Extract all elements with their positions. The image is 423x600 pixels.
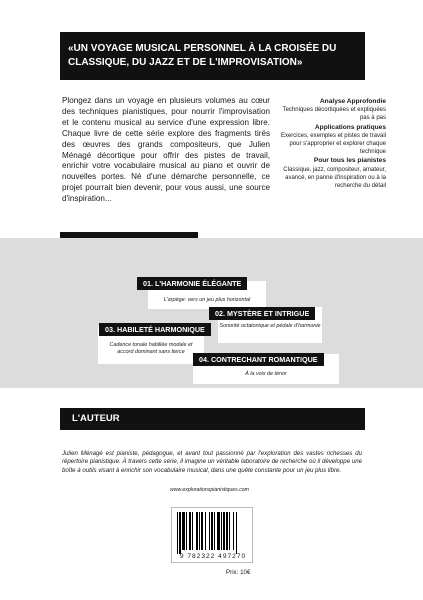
barcode-bar [199,512,200,550]
barcode-bar [214,512,215,550]
chapter-desc: L'arpège: vers un jeu plus horizontal [163,297,251,303]
chapter-title-4: 04. CONTRECHANT ROMANTIQUE [193,353,324,366]
chapter-desc: Cadence tonale habillée modale et accord dominant sans tierce [109,342,193,355]
barcode-bar [209,512,210,550]
price-label: Prix: 10€ [226,569,251,576]
barcode-bar [223,512,225,550]
author-section-title: L'AUTEUR [60,408,365,430]
author-text: Julien Ménagé est pianiste, pédagogue, et avant tout passionné par l'exploration des vastes richesses du répertoire pianistique. À travers cette série, il imagine un véritable laboratoire de recherche où il développe une boîte à outils visant à enrichir son vocabulaire musical, dans une quête constante pour un jeu plus libre. [62,450,362,474]
feature-desc: Techniques décortiquées et expliquées pas à pas [282,107,386,122]
chapter-title-2: 02. MYSTÈRE ET INTRIGUE [209,307,315,320]
feature-title: Analyse Approfondie [319,98,386,105]
chapter-desc: À la voix de ténor [245,371,287,377]
chapter-title-1: 01. L'HARMONIE ÉLÉGANTE [137,277,247,290]
quote-banner [60,32,365,80]
barcode-bar [196,512,198,550]
barcode-bar [229,512,230,550]
chapter-title-3: 03. HABILETÉ HARMONIQUE [99,323,211,336]
feature-title: Pour tous les pianistes [313,157,386,165]
barcode-bar [192,512,193,550]
barcode-bar [226,512,228,550]
barcode-bar [182,512,185,550]
barcode-bar [217,512,220,550]
barcode-bar [236,512,237,554]
feature-desc: Classique, jazz, compositeur, amateur, avancé, en panne d'inspiration ou à la recherche du détail [283,166,386,190]
barcode-bar [179,512,181,554]
feature-title: Applications pratiques [314,123,386,131]
barcode-bar [205,512,206,550]
barcode-bar [186,512,187,550]
website-link[interactable]: www.explorationspianistiques.com [170,487,250,493]
barcode-bar [177,512,178,554]
feature-desc: Exercices, exemples et pistes de travail pour s'approprier et explorer chaque technique [280,132,386,156]
intro-text: Plongez dans un voyage en plusieurs volumes au cœur des techniques pianistiques, pour nourrir l'improvisation et le contenu musical au service d'une expression libre. Chaque livre de cette série explore des fragments tirés des œuvres des grands compositeurs, que Julien Ménagé décortique pour offrir des pistes de travail, enrichir votre vocabulaire musical au piano et ouvrir de nouvelles portes. Né d'une démarche personnelle, ce projet pourrait bien devenir, pour vous aussi, une source d'inspiration... [62,96,270,204]
barcode-bar [201,512,203,550]
barcode-bar [189,512,191,550]
barcode-bar [221,512,222,550]
barcode-bar [211,512,213,550]
chapter-desc: Sonorité octatonique et pédale d'harmonie [219,323,321,329]
isbn-number: 9 782322 497270 [179,553,247,560]
quote-text: «UN VOYAGE MUSICAL PERSONNEL À LA CROISÉE DU CLASSIQUE, DU JAZZ ET DE L'IMPROVISATION» [68,43,337,68]
barcode-bar [233,512,234,550]
barcode-bars [173,512,253,554]
features-list [280,98,386,191]
